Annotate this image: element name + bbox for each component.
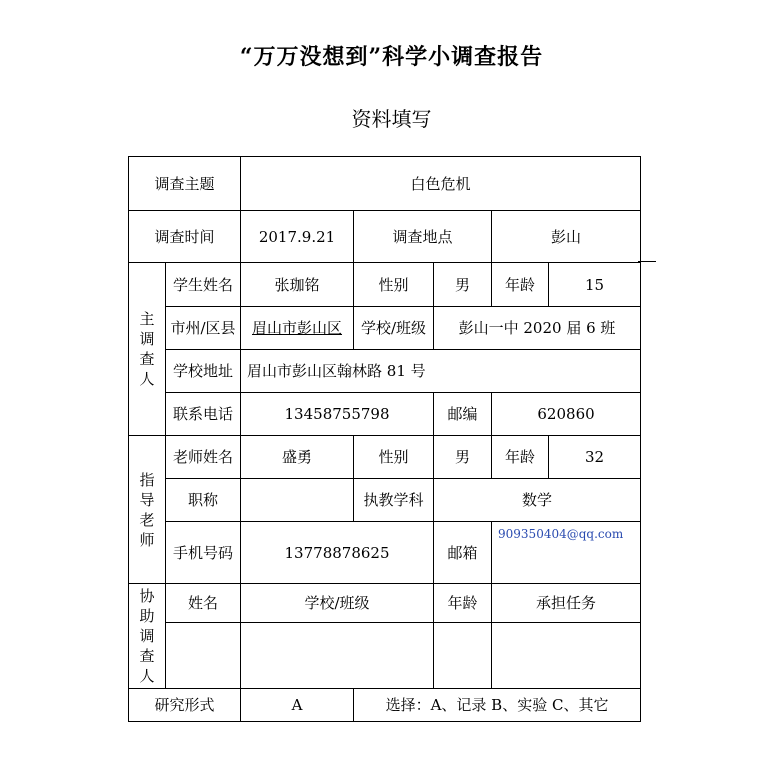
assist-header-row [129,584,641,623]
main-address-row [129,350,641,393]
teacher-name-row [129,436,641,479]
report-title: “万万没想到”科学小调查报告 [239,44,544,70]
phone-value[interactable]: 13458755798 [241,393,434,436]
teacher-email-value[interactable]: 909350404@qq.com [492,522,641,584]
assist-school-header: 学校/班级 [241,584,434,623]
teacher-title-value[interactable] [241,479,354,522]
student-age-label: 年龄 [492,263,549,307]
postcode-label: 邮编 [434,393,492,436]
student-age-value[interactable]: 15 [549,263,641,307]
assist-entry-row [129,623,641,689]
teacher-mobile-label: 手机号码 [166,522,241,584]
teacher-subject-label: 执教学科 [354,479,434,522]
teacher-group-label: 指导老师 [129,436,166,584]
phone-label: 联系电话 [166,393,241,436]
research-form-options: 选择：A、记录 B、实验 C、其它 [354,689,641,722]
teacher-gender-value[interactable]: 男 [434,436,492,479]
place-label: 调查地点 [354,211,492,263]
teacher-age-value[interactable]: 32 [549,436,641,479]
main-phone-row [129,393,641,436]
research-form-label: 研究形式 [129,689,241,722]
research-form-row [129,689,641,722]
time-value[interactable]: 2017.9.21 [241,211,354,263]
student-gender-value[interactable]: 男 [434,263,492,307]
assist-task-header: 承担任务 [492,584,641,623]
time-place-row [129,211,641,263]
main-city-row [129,307,641,350]
teacher-title-row [129,479,641,522]
postcode-value[interactable]: 620860 [492,393,641,436]
research-form-value[interactable]: A [241,689,354,722]
assist-task-cell[interactable] [492,623,641,689]
teacher-age-label: 年龄 [492,436,549,479]
school-class-value[interactable]: 彭山一中 2020 届 6 班 [434,307,641,350]
city-value[interactable]: 眉山市彭山区 [241,307,354,350]
teacher-gender-label: 性别 [354,436,434,479]
assist-school-cell[interactable] [241,623,434,689]
section-subtitle: 资料填写 [351,107,432,131]
teacher-mobile-row [129,522,641,584]
topic-label: 调查主题 [129,157,241,211]
place-value[interactable]: 彭山 [492,211,641,263]
address-label: 学校地址 [166,350,241,393]
main-investigator-group-label: 主调查人 [129,263,166,436]
student-name-value[interactable]: 张珈铭 [241,263,354,307]
assist-age-cell[interactable] [434,623,492,689]
assist-age-header: 年龄 [434,584,492,623]
assistant-group-label: 协助调查人 [129,584,166,689]
address-value[interactable]: 眉山市彭山区翰林路 81 号 [241,350,641,393]
teacher-subject-value[interactable]: 数学 [434,479,641,522]
student-gender-label: 性别 [354,263,434,307]
teacher-email-label: 邮箱 [434,522,492,584]
teacher-title-label: 职称 [166,479,241,522]
teacher-name-label: 老师姓名 [166,436,241,479]
assist-name-header: 姓名 [166,584,241,623]
info-form-table [128,156,641,722]
topic-row [129,157,641,211]
student-name-label: 学生姓名 [166,263,241,307]
teacher-mobile-value[interactable]: 13778878625 [241,522,434,584]
teacher-name-value[interactable]: 盛勇 [241,436,354,479]
city-label: 市州/区县 [166,307,241,350]
stray-border-line [638,261,656,262]
assist-name-cell[interactable] [166,623,241,689]
time-label: 调查时间 [129,211,241,263]
topic-value[interactable]: 白色危机 [241,157,641,211]
main-name-row [129,263,641,307]
school-class-label: 学校/班级 [354,307,434,350]
